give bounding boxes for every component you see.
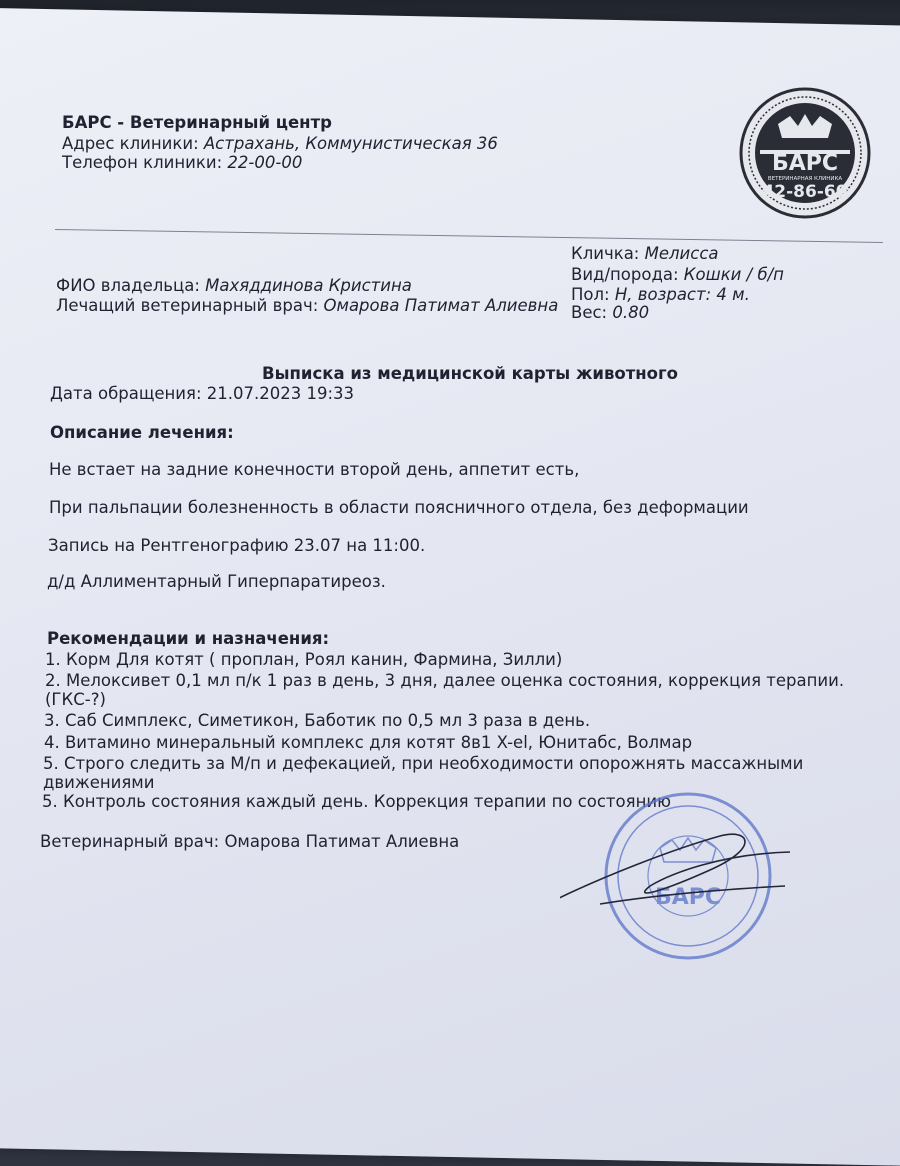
header-divider bbox=[55, 229, 883, 243]
species-label: Вид/порода: bbox=[571, 265, 679, 284]
stamp-top-subtitle: ВЕТЕРИНАРНАЯ КЛИНИКА bbox=[767, 176, 843, 182]
treatment-heading: Описание лечения: bbox=[50, 423, 234, 442]
attending-doctor-value: Омарова Патимат Алиевна bbox=[323, 296, 559, 315]
treatment-line: Запись на Рентгенографию 23.07 на 11:00. bbox=[48, 536, 426, 555]
clinic-stamp bbox=[738, 86, 872, 220]
doctor-signature-line: Ветеринарный врач: Омарова Патимат Алиевна bbox=[40, 832, 460, 851]
visit-date-value: 21.07.2023 19:33 bbox=[206, 384, 355, 403]
visit-date bbox=[50, 384, 354, 404]
clinic-name: БАРС - Ветеринарный центр bbox=[62, 113, 332, 132]
owner-label: ФИО владельца: bbox=[56, 276, 200, 295]
sex-value: Н, возраст: 4 м. bbox=[614, 285, 750, 304]
address-label: Адрес клиники: bbox=[62, 134, 199, 153]
phone-value: 22-00-00 bbox=[227, 153, 303, 172]
patient-weight bbox=[571, 303, 649, 323]
address-value: Астрахань, Коммунистическая 36 bbox=[203, 134, 498, 153]
sex-label: Пол: bbox=[571, 285, 610, 304]
recommendations-heading: Рекомендации и назначения: bbox=[47, 629, 330, 648]
recommendation-item: (ГКС-?) bbox=[45, 690, 106, 709]
recommendation-item: движениями bbox=[43, 773, 155, 792]
patient-species bbox=[571, 265, 784, 285]
recommendation-item: 5. Строго следить за М/п и дефекацией, при необходимости опорожнять массажными bbox=[43, 754, 804, 773]
owner-value: Махяддинова Кристина bbox=[205, 276, 412, 295]
seal-name: БАРС bbox=[654, 885, 722, 910]
visit-date-label: Дата обращения: bbox=[50, 384, 202, 403]
owner-line bbox=[56, 276, 412, 296]
seal-emblem-icon bbox=[660, 838, 716, 862]
attending-doctor-label: Лечащий ветеринарный врач: bbox=[56, 296, 319, 315]
weight-label: Вес: bbox=[571, 303, 608, 322]
stamp-top-phone: 42-86-60 bbox=[762, 182, 848, 202]
treatment-line: Не встает на задние конечности второй день, аппетит есть, bbox=[49, 460, 580, 479]
recommendation-item: 5. Контроль состояния каждый день. Коррекция терапии по состоянию bbox=[42, 792, 671, 811]
nickname-label: Кличка: bbox=[571, 244, 640, 263]
clinic-address bbox=[62, 134, 498, 154]
recommendation-item: 4. Витамино минеральный комплекс для котят 8в1 X-el, Юнитабс, Волмар bbox=[44, 733, 693, 752]
recommendation-item: 1. Корм Для котят ( проплан, Роял канин, Фармина, Зилли) bbox=[45, 650, 563, 669]
clinic-seal bbox=[560, 778, 800, 978]
species-value: Кошки / б/п bbox=[683, 265, 784, 284]
nickname-value: Мелисса bbox=[644, 244, 719, 263]
treatment-diagnosis: д/д Аллиментарный Гиперпаратиреоз. bbox=[47, 572, 386, 591]
weight-value: 0.80 bbox=[612, 303, 650, 322]
document-title: Выписка из медицинской карты животного bbox=[262, 364, 678, 383]
attending-doctor-line bbox=[56, 296, 558, 316]
recommendation-item: 3. Саб Симплекс, Симетикон, Баботик по 0,5 мл 3 раза в день. bbox=[44, 711, 591, 730]
phone-label: Телефон клиники: bbox=[62, 153, 223, 172]
clinic-phone bbox=[62, 153, 302, 173]
patient-nickname bbox=[571, 244, 719, 264]
stamp-top-name: БАРС bbox=[771, 151, 839, 176]
patient-sex-age bbox=[571, 285, 750, 305]
treatment-line: При пальпации болезненность в области поясничного отдела, без деформации bbox=[49, 498, 749, 517]
recommendation-item: 2. Мелоксивет 0,1 мл п/к 1 раз в день, 3 дня, далее оценка состояния, коррекция терапии. bbox=[45, 671, 845, 690]
